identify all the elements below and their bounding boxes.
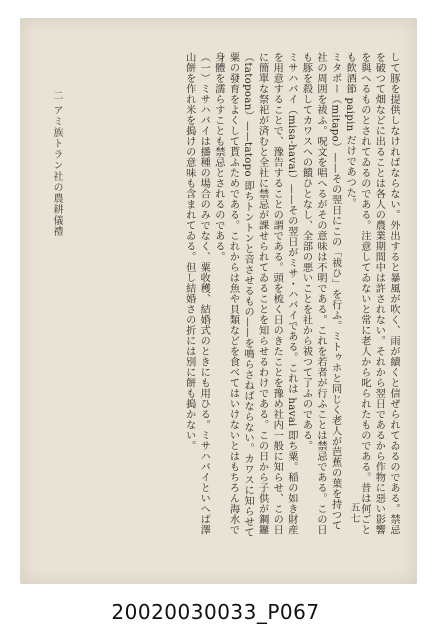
paragraph: （一）ミサハバイは播種の場合のみでなく、粟收穫、結婚式のときにも用ひる。ミサハバイといへば澤山餅を作れ米を搗けの意味も含まれてゐる。但し結婚さの折には別に餅も搗かない。 [183,52,210,535]
paragraph: ミタポー（mitapo）——その翌日にこの「祓ひ」を行ふ。ミトゥホと同じく老人が芭蕉の葉を持つて社の周囲を祓ふ。呪文を唱へるがその意味は不明である。これを若者が行ふことは禁忌である。この日も豚を殺してカワスへの饋ひとなし、全部の悪いことを社から祓つて了ふのである。 [300,52,341,535]
paragraph: して豚を提供しなければならない。外出すると暴風が吹く、雨が續くと信ぜられてゐるのである。禁忌を破つて畑などに出ることは各人の農業期間中は許されない。それから翌日であるから作物に惡い影響を與へるものとされてゐるのである。注意してゐないと常に老人から叱られたものである。昔は何ごとも飲酒節 paipin だけであつた。 [344,52,399,535]
image-caption: 20020030033_P067 [111,600,320,624]
page-number: 五七 [348,502,359,524]
running-header: 二 アミ族トラン社の農耕儀禮 [51,90,62,238]
body-text [70,52,400,540]
paragraph: ミサハバイ（misa-havai）——その翌日がミサ・ハバイである。これは havai 即ち粟。稲の如き財産を用意することで、豫告することの謂である。頭を梳く日のきたことを豫め社内一般に知らせ、この日に簡單な祭祀が済むと全社に禁忌が課せられてゐることを知らせるわけである。この日から子供が鋼鑼（tatopoan）——tatopo 即ちトントンと音させるもの——を鳴らさねばならない。カワスに知らせて粟の發育をよくして貰ふためである。これからは魚や貝類などを食べてはいけないとはもちろん海水で身體を濡らすことも禁忌とされるのである。 [212,52,297,538]
